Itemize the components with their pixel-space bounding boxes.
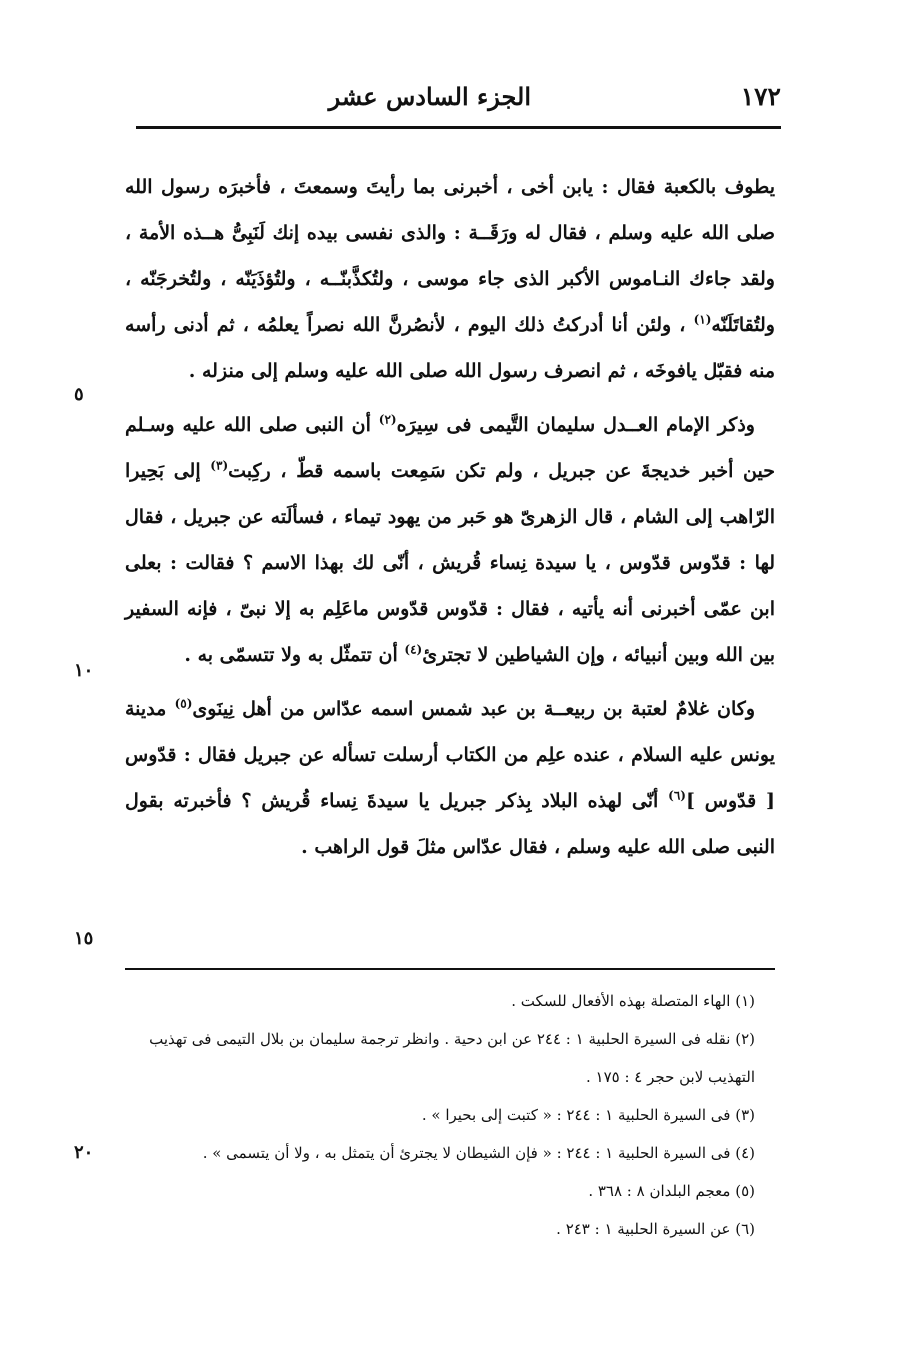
main-text [125, 164, 775, 870]
text-segment: وكان غلامٌ لعتبة بن ربيعــة بن عبد شمس اسمه عدّاس من أهل نِينَوى [192, 698, 755, 720]
footnote-rule [125, 968, 775, 970]
header-rule [136, 126, 781, 129]
paragraph-3 [125, 686, 775, 870]
footnote-6: (٦) عن السيرة الحلبية ١ : ٢٤٣ . [556, 1220, 755, 1238]
text-segment: أنّى لهذه البلاد بِذكر جبريل يا سيدةَ نِساء قُريش ؟ فأخبرته بقول النبى صلى الله عليه وسلم ، فقال عدّاس مثلَ قول الراهب . [125, 790, 775, 858]
line-number-5: ٥ [74, 384, 84, 405]
footnotes [125, 982, 775, 1248]
line-number-20: ٢٠ [74, 1142, 94, 1163]
page-number: ١٧٢ [740, 82, 781, 111]
footnote-reference: (٣) [210, 458, 229, 473]
footnote-2: (٢) نقله فى السيرة الحلبية ١ : ٢٤٤ عن ابن دحية . وانظر ترجمة سليمان بن بلال التيمى فى تهذيب التهذيب لابن حجر ٤ : ١٧٥ . [149, 1030, 755, 1086]
footnote-1: (١) الهاء المتصلة بهذه الأفعال للسكت . [511, 992, 755, 1010]
footnote-reference: (٦) [668, 788, 686, 803]
footnote-reference: (٤) [404, 642, 423, 657]
running-title: الجزء السادس عشر [328, 82, 531, 111]
text-segment: إلى بَحِيرا الرّاهب إلى الشام ، قال الزهرىّ هو حَبر من يهود تيماء ، فسألَته عن جبريل ، فقال لها : قدّوس قدّوس ، يا سيدة نِساء قُريش ، أنّى لك بهذا الاسم ؟ فقالت : بعلى ابن عمّى أخبرنى أنه يأتيه ، فقال : قدّوس قدّوس ماعَلِم به إلا نبىّ ، فإنه السفير بين الله وبين أنبيائه ، وإن الشياطين لا تجترئ [125, 460, 775, 666]
line-number-10: ١٠ [74, 660, 94, 681]
paragraph-1 [125, 164, 775, 394]
footnote-3: (٣) فى السيرة الحلبية ١ : ٢٤٤ : « كتبت إلى بحيرا » . [421, 1106, 755, 1124]
text-segment: يطوف بالكعبة فقال : يابن أخى ، أخبرنى بما رأيتَ وسمعتَ ، فأخبرَه رسول الله صلى الله عليه وسلم ، فقال له ورَقَــة : والذى نفسى بيده إنك لَنَبِىُّ هــذه الأمة ، ولقد جاءك النـاموس الأكبر الذى جاء موسى ، ولتُكذَّبنّــه ، ولتُؤذَيَنّه ، ولتُخرجَنّه ، ولتُقاتَلَنّه [125, 176, 775, 336]
footnote-4: (٤) فى السيرة الحلبية ١ : ٢٤٤ : « فإن الشيطان لا يجترئ أن يتمثل به ، ولا أن يتسمى » . [202, 1144, 755, 1162]
text-segment: أن النبى صلى الله عليه وسـلم حين أخبر خديجةَ عن جبريل ، ولم تكن سَمِعت باسمه قطّ ، ركِبت [125, 414, 775, 482]
text-segment: مدينة يونس عليه السلام ، عنده علِم من الكتاب أرسلت تسأله عن جبريل فقال : قدّوس [ قدّوس ] [125, 698, 775, 812]
line-number-15: ١٥ [74, 928, 94, 949]
paragraph-2 [125, 402, 775, 678]
footnote-reference: (٢) [378, 412, 397, 427]
text-segment: وذكر الإمام العــدل سليمان التَّيمى فى سِيرَه [396, 414, 755, 436]
footnote-reference: (٥) [174, 696, 193, 711]
running-head [136, 82, 781, 122]
footnote-5: (٥) معجم البلدان ٨ : ٣٦٨ . [588, 1182, 755, 1200]
footnote-reference: (١) [693, 312, 712, 327]
text-segment: أن تتمثّل به ولا تتسمّى به . [184, 644, 405, 666]
text-segment: ، ولئن أنا أدركتُ ذلك اليوم ، لأنصُرنَّ الله نصراً يعلمُه ، ثم أدنى رأسه منه فقبّل يافوخَه ، ثم انصرف رسول الله صلى الله عليه وسلم إلى منزله . [125, 314, 775, 382]
